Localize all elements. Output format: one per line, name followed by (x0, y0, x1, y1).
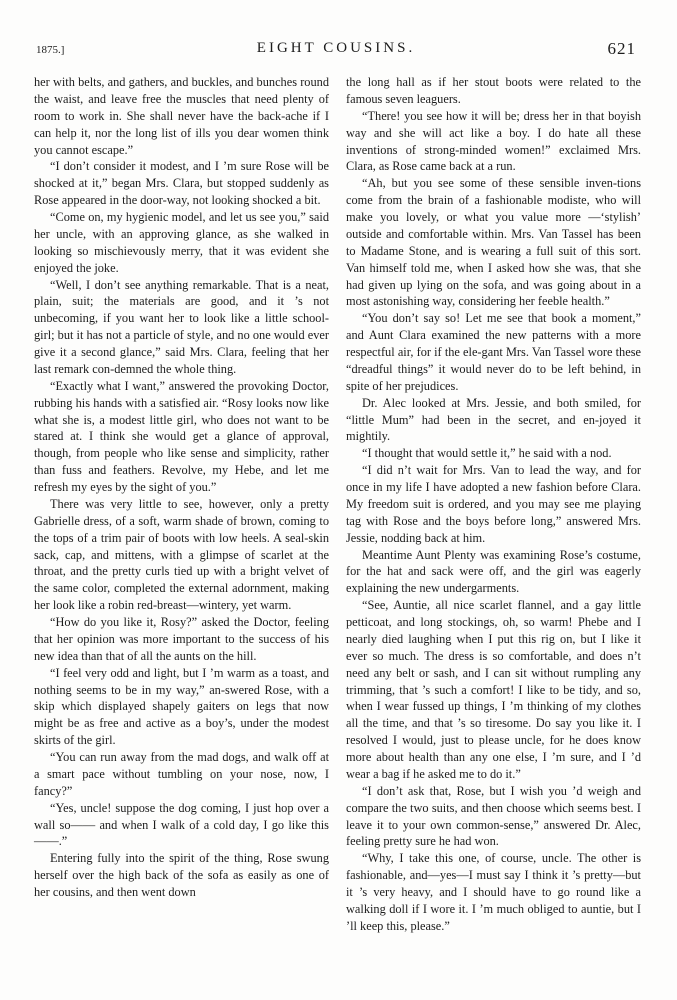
paragraph: Meantime Aunt Plenty was examining Rose’s costume, for the hat and sack were off, and the girl was eagerly explaining the new undergarments. (346, 547, 641, 596)
paragraph: “I thought that would settle it,” he said with a nod. (362, 446, 612, 461)
paragraph: “Yes, uncle! suppose the dog coming, I just hop over a wall so—— and when I walk of a cold day, I go like this——.” (34, 800, 329, 849)
paragraph: “Ah, but you see some of these sensible inven-tions come from the brain of a fashionable modiste, who will make you lovely, or what you value more —‘stylish’ outside and comfortable within. Mrs. Van Tassel has been to Madame Stone, and is wearing a full suit of this sort. Van himself told me, when I asked how she was, that she had given up lying on the sofa, and was going about in a most astonishing way, considering her feeble health.” (346, 176, 641, 309)
paragraph: “Well, I don’t see anything remarkable. That is a neat, plain, suit; the materials are good, and it ’s not unbecoming, if you want her to look like a little school-girl; but it has not a particle of style, and no one would ever give it a second glance,” said Mrs. Clara, feeling that her last remark con-demned the whole thing. (34, 277, 329, 376)
running-head (36, 40, 636, 62)
paragraph: “You can run away from the mad dogs, and walk off at a smart pace without tumbling on your nose, now, I fancy?” (34, 750, 329, 798)
paragraph: “You don’t say so! Let me see that book a moment,” and Aunt Clara examined the new patterns with a more respectful air, for if the ele-gant Mrs. Van Tassel wore these “dreadful things” it would never do to be left behind, in spite of her prejudices. (346, 311, 641, 393)
paragraph: “How do you like it, Rosy?” asked the Doctor, feeling that her opinion was more important to the success of his new idea than that of all the aunts on the hill. (34, 615, 329, 663)
header-title: EIGHT COUSINS. (256, 40, 416, 56)
paragraph: “There! you see how it will be; dress her in that boyish way and she will act like a boy. I do hate all these inventions of strong-minded women!” exclaimed Mrs. Clara, as Rose came back at a run. (346, 108, 641, 174)
paragraph: “Come on, my hygienic model, and let us see you,” said her uncle, with an approving glance, as she walked in looking so mischievously merry, that it was evident she enjoyed the joke. (34, 210, 329, 275)
paragraph: Dr. Alec looked at Mrs. Jessie, and both smiled, for “little Mum” had been in the secret, and en-joyed it mightily. (346, 395, 641, 444)
paragraph: “I don’t consider it modest, and I ’m sure Rose will be shocked at it,” began Mrs. Clara, but stopped suddenly as Rose appeared in the door-way, not looking shocked a bit. (34, 159, 329, 208)
header-date: 1875.] (36, 44, 65, 56)
paragraph: “I did n’t wait for Mrs. Van to lead the way, and for once in my life I have adopted a new fashion before Clara. My freedom suit is ordered, and you may see me playing tag with Rose and the boys before long,” answered Mrs. Jessie, nodding back at him. (346, 463, 641, 545)
paragraph: There was very little to see, however, only a pretty Gabrielle dress, of a soft, warm shade of brown, coming to the tops of a trim pair of boots with low heels. A seal-skin sack, cap, and mittens, with a glimpse of scarlet at the throat, and the pretty curls tied up with a bright velvet of the same color, completed the external adornment, making her look like a robin red-breast—wintery, yet warm. (34, 496, 329, 613)
paragraph: the long hall as if her stout boots were related to the famous seven leaguers. (346, 75, 641, 106)
paragraph: Entering fully into the spirit of the thing, Rose swung herself over the high back of the sofa as easily as one of her cousins, and then went down (34, 851, 329, 899)
paragraph: “I feel very odd and light, but I ’m warm as a toast, and nothing seems to be in my way,” an-swered Rose, with a skip which displayed shapely gaiters on legs that now might be as free and active as a boy’s, under the modest skirts of the girl. (34, 665, 329, 748)
left-column (34, 74, 329, 901)
paragraph: “Exactly what I want,” answered the provoking Doctor, rubbing his hands with a satisfied air. “Rosy looks now like what she is, a modest little girl, who does not want to be stared at. I think she would get a glance of approval, though, from people who like sense and simplicity, rather than fuss and feathers. Revolve, my Hebe, and let me refresh my eyes by the sight of you.” (34, 378, 329, 494)
paragraph: “I don’t ask that, Rose, but I wish you ’d weigh and compare the two suits, and then choose which seems best. I leave it to your own common-sense,” answered Dr. Alec, feeling pretty sure he had won. (346, 783, 641, 849)
paragraph: her with belts, and gathers, and buckles, and bunches round the waist, and leave free the muscles that need plenty of room to work in. She shall never have the back-ache if I can help it, nor the long list of ills you dear women think you cannot escape.” (34, 75, 329, 157)
right-column (346, 74, 641, 935)
paragraph: “See, Auntie, all nice scarlet flannel, and a gay little petticoat, and long stockings, oh, so warm! Phebe and I nearly died laughing when I put this rig on, but I like it ever so much. The dress is so comfortable, and does n’t need any belt or sash, and I can sit without rumpling any trimming, that ’s such a comfort! I like to be tidy, and so, when I wear fussed up things, I ’m thinking of my clothes all the time, and that ’s so tiresome. Do say you like it. I resolved I would, just to please uncle, for he does know more about health than any one else, I ’m sure, and I ’d wear a bag if he asked me to do it.” (346, 598, 641, 781)
paragraph: “Why, I take this one, of course, uncle. The other is fashionable, and—yes—I must say I think it ’s pretty—but it ’s very heavy, and I should have to go round like a walking doll if I wore it. I ’m much obliged to auntie, but I ’ll keep this, please.” (346, 851, 641, 933)
page-number: 621 (607, 39, 636, 58)
